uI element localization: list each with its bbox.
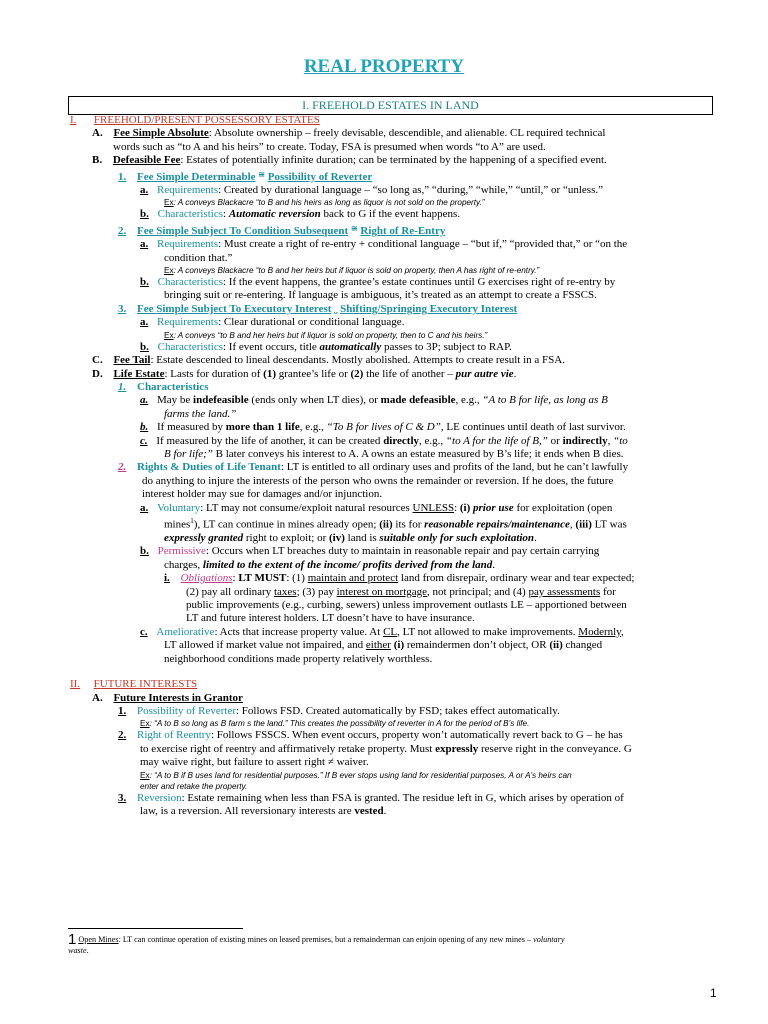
item-number: 3. xyxy=(118,791,127,804)
waste-voluntary xyxy=(140,502,712,515)
item-text: May be xyxy=(157,394,194,407)
item-text: , xyxy=(569,518,576,531)
example-text: : “A to B if B uses land for residential purposes.” If B ever stops using land for residential purposes, A or A’s heirs can xyxy=(149,770,572,780)
item-italic: “To B for lives of C & D” xyxy=(326,421,441,434)
approx-symbol: ≅ xyxy=(350,223,358,233)
item-text: right to exploit; or xyxy=(243,532,329,545)
item-emphasis: expressly xyxy=(435,742,479,755)
item-term: Defeasible Fee xyxy=(112,154,181,167)
item-underline: Modernly xyxy=(578,625,621,638)
item-text: neighborhood conditions made property relatively worthless. xyxy=(164,652,433,665)
item-text: or xyxy=(547,434,563,447)
item-emphasis: (ii) xyxy=(379,518,393,531)
waste-voluntary-cont1 xyxy=(164,515,712,532)
item-term: Fee Simple Subject To Executory Interest xyxy=(137,302,332,315)
heading-number: II. xyxy=(70,678,81,691)
example-label: Ex xyxy=(140,770,150,780)
item-term: Characteristics xyxy=(137,380,209,393)
footnote xyxy=(68,931,713,956)
item-text: back to G if the event happens. xyxy=(320,208,461,221)
item-label: Characteristics xyxy=(157,340,223,353)
item-text: LT and future interest holders. LT doesn’t have to have insurance. xyxy=(186,612,475,625)
waste-ameliorative xyxy=(140,626,712,639)
item-emphasis: more than 1 life xyxy=(225,421,300,434)
example-text: : “A to B so long as B farm s the land.” This creates the possibility of reverter in A for the period of B’s life. xyxy=(149,719,530,729)
item-emphasis: UNLESS xyxy=(412,501,455,514)
item-text: : Created by durational language – “so long as,” “during,” “while,” “until,” or “unless.” xyxy=(218,184,603,197)
fsd-characteristics xyxy=(140,208,712,221)
item-text: its for xyxy=(392,518,425,531)
item-number: a. xyxy=(140,316,149,329)
item-text: law, is a reversion. All reversionary interests are xyxy=(140,804,355,817)
item-text: the life of another – xyxy=(363,367,456,380)
item-emphasis: (iv) xyxy=(329,532,345,545)
waste-voluntary-cont2 xyxy=(164,532,712,545)
item-term: Fee Simple Subject To Condition Subsequent xyxy=(137,224,349,237)
item-text: remaindermen don’t object, OR xyxy=(404,639,550,652)
item-italic: farms the land.” xyxy=(164,407,237,420)
section-header-box xyxy=(68,96,713,115)
fssei-requirements xyxy=(140,316,712,329)
item-text: : xyxy=(232,572,239,585)
item-text: land is xyxy=(344,532,380,545)
item-text: : Must create a right of re-entry + conditional language – “but if,” “provided that,” or “on the xyxy=(218,238,628,251)
item-underline: either xyxy=(365,639,391,652)
waste-permissive xyxy=(140,545,712,558)
right-of-reentry-cont2 xyxy=(140,756,712,769)
le-char-b xyxy=(140,421,712,434)
item-italic: “to xyxy=(613,434,628,447)
item-number: B. xyxy=(92,154,103,167)
item-label: Ameliorative xyxy=(156,625,215,638)
item-text: : Occurs when LT breaches duty to maintain in reasonable repair and pay certain carrying xyxy=(205,545,600,558)
item-term: Possibility of Reverter xyxy=(267,170,373,183)
item-emphasis: reasonable repairs/maintenance xyxy=(424,518,570,531)
item-emphasis: indirectly xyxy=(562,434,608,447)
le-char-c xyxy=(140,435,712,448)
fssei-characteristics xyxy=(140,341,712,354)
right-of-reentry xyxy=(118,729,712,742)
subheading-characteristics xyxy=(118,381,712,394)
subheading-fssei xyxy=(118,303,712,316)
heading-text: FREEHOLD/PRESENT POSSESSORY ESTATES xyxy=(93,114,320,126)
item-number: a. xyxy=(140,238,149,251)
item-text: to exercise right of reentry and affirmatively retake property. Must xyxy=(140,742,436,755)
item-text: : Follows FSSCS. When event occurs, property won’t automatically revert back to G – he has xyxy=(210,729,623,742)
item-text: , LE continues until death of last survivor. xyxy=(440,421,626,434)
fsscs-characteristics xyxy=(140,276,712,289)
item-label: Voluntary xyxy=(157,501,201,514)
item-fee-simple-absolute xyxy=(92,127,712,140)
possibility-of-reverter-example xyxy=(140,718,712,729)
example-text: : A conveys Blackacre “to B and her heirs but if liquor is sold on property, then A has right of re-entry.” xyxy=(173,266,540,276)
item-text: for exploitation (open xyxy=(513,501,613,514)
item-label: Characteristics xyxy=(157,276,223,289)
item-emphasis: (1) xyxy=(263,367,276,380)
item-text: : Estate remaining when less than FSA is granted. The residue left in G, which arises by operation of xyxy=(181,791,624,804)
item-underline: maintain and protect xyxy=(307,572,399,585)
item-text: bringing suit or re-entering. If language is ambiguous, it’s treated as an attempt to create a FSSCS. xyxy=(164,289,597,302)
item-emphasis: suitable only for such exploitation xyxy=(379,532,535,545)
fsscs-example xyxy=(164,265,712,276)
rights-duties-cont1 xyxy=(142,475,712,488)
fssei-example xyxy=(164,330,712,341)
item-text: public improvements (e.g., curbing, sewers) unless improvement outlasts LE – apportioned between xyxy=(186,599,627,612)
item-number: A. xyxy=(92,127,103,140)
item-text: (2) pay all ordinary xyxy=(186,585,274,598)
item-text: : Follows FSD. Created automatically by FSD; takes effect automatically. xyxy=(236,704,560,717)
section-header-label: I. FREEHOLD ESTATES IN LAND xyxy=(302,98,479,112)
item-number: 1. xyxy=(118,704,127,717)
obligations-cont1 xyxy=(186,586,712,599)
le-char-c-cont xyxy=(164,448,712,461)
item-text: : LT may not consume/exploit natural resources xyxy=(200,501,413,514)
item-term: Right of Re-Entry xyxy=(360,224,446,237)
item-underline: pay assessments xyxy=(528,585,601,598)
item-text: mines xyxy=(164,518,191,531)
item-number: b. xyxy=(140,545,149,558)
item-text: : If the event happens, the grantee’s estate continues until G exercises right of re-entry by xyxy=(223,276,616,289)
item-label: Obligations xyxy=(180,572,233,585)
item-fee-tail xyxy=(92,354,712,367)
item-text: : LT is entitled to all ordinary uses and profits of the land, but he can’t lawfully xyxy=(280,461,629,474)
example-label: Ex xyxy=(140,719,150,729)
item-text: , LT not allowed to make improvements. xyxy=(397,625,579,638)
footnote-italic: voluntary xyxy=(533,935,565,944)
item-underline: interest on mortgage xyxy=(336,585,428,598)
footnote-number: 1 xyxy=(68,931,77,948)
possibility-of-reverter xyxy=(118,705,712,718)
item-number: 2. xyxy=(118,729,127,742)
item-number: b. xyxy=(140,276,149,289)
item-text: : Clear durational or conditional language. xyxy=(218,316,405,329)
item-term: Rights & Duties of Life Tenant xyxy=(137,461,281,474)
footnote-ref[interactable]: 1 xyxy=(190,516,194,525)
item-life-estate xyxy=(92,368,712,381)
item-text: : Absolute ownership – freely devisable, descendible, and alienable. CL required technical xyxy=(208,127,606,140)
item-text: LT was xyxy=(591,518,627,531)
item-text: ; (3) pay xyxy=(296,585,337,598)
subheading-fsscs xyxy=(118,222,712,238)
subheading-rights-duties xyxy=(118,461,712,474)
fsd-example xyxy=(164,197,712,208)
item-number: a. xyxy=(140,394,149,407)
item-text: : Estate descended to lineal descendants. Mostly abolished. Attempts to create result in a FSA. xyxy=(150,354,565,367)
item-text: : xyxy=(223,208,227,221)
item-text: condition that.” xyxy=(164,251,233,264)
item-number: D. xyxy=(92,367,103,380)
item-number: b. xyxy=(140,208,149,221)
footnote-text: : LT can continue operation of existing mines on leased premises, but a remainderman can enjoin opening of any new mines – xyxy=(118,935,534,944)
le-char-a xyxy=(140,394,712,407)
item-text: : Estates of potentially infinite duration; can be terminated by the happening of a specified event. xyxy=(180,154,607,167)
item-number: 3. xyxy=(118,302,127,315)
item-text: do anything to injure the interests of the person who owns the remainder or reversion. If he does, the future xyxy=(142,474,614,487)
item-term: Fee Simple Absolute xyxy=(113,127,209,140)
fsscs-characteristics-cont xyxy=(164,289,712,302)
bracket-symbol: ⎵ xyxy=(334,304,338,314)
item-number: 1. xyxy=(118,380,127,393)
item-label: Right of Reentry xyxy=(137,729,211,742)
obligations-cont3 xyxy=(186,612,712,625)
item-number: b. xyxy=(140,421,149,434)
item-text: : If event occurs, title xyxy=(223,340,320,353)
le-char-a-cont xyxy=(164,408,712,421)
item-emphasis: made defeasible xyxy=(380,394,456,407)
example-label: Ex xyxy=(164,198,174,208)
right-of-reentry-example xyxy=(140,770,712,781)
item-text: for xyxy=(600,585,616,598)
item-emphasis: (i) xyxy=(459,501,471,514)
item-text: , e.g., xyxy=(419,434,446,447)
item-number: A. xyxy=(92,691,103,704)
example-text: : A conveys “to B and her heirs but if liquor is sold on property, then to C and his heirs.” xyxy=(173,330,488,340)
footnote-divider xyxy=(68,928,243,929)
reversion-cont xyxy=(140,805,712,818)
item-label: Characteristics xyxy=(157,208,223,221)
item-number: 1. xyxy=(118,170,127,183)
waste-ameliorative-cont1 xyxy=(164,639,712,652)
item-text: If measured by the life of another, it can be created xyxy=(156,434,384,447)
footnote-italic: waste xyxy=(68,946,87,955)
item-label: Requirements xyxy=(157,238,219,251)
item-label: Requirements xyxy=(157,184,219,197)
heading-text: FUTURE INTERESTS xyxy=(93,678,198,691)
page-number: 1 xyxy=(710,986,717,1000)
item-label: Reversion xyxy=(137,791,182,804)
item-italic: B for life;” xyxy=(164,447,213,460)
item-defeasible-fee xyxy=(92,154,712,167)
item-emphasis: prior use xyxy=(470,501,514,514)
item-text: land from disrepair, ordinary wear and tear expected; xyxy=(398,572,635,585)
reversion xyxy=(118,792,712,805)
obligations xyxy=(164,572,712,585)
item-text: : (1) xyxy=(286,572,308,585)
item-term: Shifting/Springing Executory Interest xyxy=(340,302,518,315)
fsscs-requirements-cont xyxy=(164,252,712,265)
item-number: 2. xyxy=(118,461,127,474)
item-text: words such as “to A and his heirs” to create. Today, FSA is presumed when words “to A” are used. xyxy=(113,140,546,153)
item-number: C. xyxy=(92,354,103,367)
item-emphasis: LT MUST xyxy=(238,572,287,585)
waste-permissive-cont xyxy=(164,559,712,572)
example-label: Ex xyxy=(164,266,174,276)
item-text: B later conveys his interest to A. A owns an estate measured by B’s life; it ends when B dies. xyxy=(212,447,624,460)
heading-future-interests xyxy=(70,678,712,691)
item-emphasis: automatically xyxy=(319,340,382,353)
item-number: c. xyxy=(140,434,148,447)
heading-freehold xyxy=(70,114,712,127)
item-text: LT allowed if market value not impaired, and xyxy=(164,639,366,652)
right-of-reentry-cont1 xyxy=(140,743,712,756)
item-text: , xyxy=(620,625,624,638)
item-text: . xyxy=(513,367,517,380)
item-italic: “to A for the life of B,” xyxy=(445,434,548,447)
item-text: . xyxy=(383,804,387,817)
item-emphasis: vested xyxy=(354,804,384,817)
item-emphasis: expressly granted xyxy=(164,532,244,545)
example-text: enter and retake the property. xyxy=(140,781,248,791)
item-text: , e.g., xyxy=(299,421,327,434)
item-underline: taxes xyxy=(273,585,297,598)
item-text: changed xyxy=(562,639,603,652)
item-number: c. xyxy=(140,625,148,638)
item-emphasis: limited to the extent of the income/ profits derived from the land xyxy=(202,558,493,571)
item-text: , xyxy=(607,434,614,447)
footnote-text: . xyxy=(86,946,89,955)
item-emphasis: Automatic reversion xyxy=(228,208,321,221)
item-term: Future Interests in Grantor xyxy=(113,691,243,704)
item-label: Permissive xyxy=(157,545,206,558)
item-number: i. xyxy=(164,572,170,585)
item-text: ), LT can continue in mines already open; xyxy=(193,518,380,531)
rights-duties-cont2 xyxy=(142,488,712,501)
approx-symbol: ≅ xyxy=(258,169,265,179)
item-text: : Acts that increase property value. At xyxy=(214,625,384,638)
item-term: Fee Tail xyxy=(113,354,151,367)
footnote-label: Open Mines xyxy=(78,935,119,944)
item-number: 2. xyxy=(118,224,127,237)
outline-content xyxy=(70,114,712,818)
heading-number: I. xyxy=(70,114,77,126)
item-number: b. xyxy=(140,340,149,353)
item-emphasis: (iii) xyxy=(575,518,592,531)
item-label: Possibility of Reverter xyxy=(137,704,236,717)
example-text: : A conveys Blackacre “to B and his heirs as long as liquor is not sold on the property.” xyxy=(173,198,485,208)
item-future-interests-grantor xyxy=(92,692,712,705)
waste-ameliorative-cont2 xyxy=(164,653,712,666)
item-text: reserve right in the conveyance. G xyxy=(478,742,632,755)
item-emphasis: pur autre vie xyxy=(455,367,514,380)
item-text: : Lasts for duration of xyxy=(164,367,264,380)
item-text: , e.g., xyxy=(455,394,483,407)
item-text: , not principal; and (4) xyxy=(427,585,529,598)
item-term: Life Estate xyxy=(113,367,165,380)
example-label: Ex xyxy=(164,330,174,340)
item-text: interest holder may sue for damages and/or injunction. xyxy=(142,488,383,501)
item-text: passes to 3P; subject to RAP. xyxy=(381,340,512,353)
item-emphasis: directly xyxy=(383,434,420,447)
item-text: : xyxy=(454,501,460,514)
item-text: . xyxy=(534,532,537,545)
item-text: (ends only when LT dies), or xyxy=(248,394,381,407)
right-of-reentry-example-cont xyxy=(140,781,712,792)
item-number: a. xyxy=(140,184,149,197)
item-term: Fee Simple Determinable xyxy=(137,170,256,183)
item-text: charges, xyxy=(164,558,203,571)
item-text: . xyxy=(492,558,495,571)
obligations-cont2 xyxy=(186,599,712,612)
item-italic: “A to B for life, as long as B xyxy=(482,394,608,407)
item-label: Requirements xyxy=(157,316,219,329)
item-emphasis: indefeasible xyxy=(193,394,249,407)
item-emphasis: (ii) xyxy=(549,639,563,652)
fsscs-requirements xyxy=(140,238,712,251)
item-text: grantee’s life or xyxy=(275,367,351,380)
item-fee-simple-absolute-cont xyxy=(113,141,712,154)
fsd-requirements xyxy=(140,184,712,197)
item-text: If measured by xyxy=(157,421,226,434)
item-emphasis: (2) xyxy=(350,367,364,380)
subheading-fsd xyxy=(118,168,712,184)
item-text: may waive right, but failure to assert right ≠ waiver. xyxy=(140,756,369,769)
page-title: REAL PROPERTY xyxy=(303,56,465,77)
item-emphasis: (i) xyxy=(393,639,405,652)
item-underline: CL xyxy=(383,625,398,638)
item-number: a. xyxy=(140,501,149,514)
